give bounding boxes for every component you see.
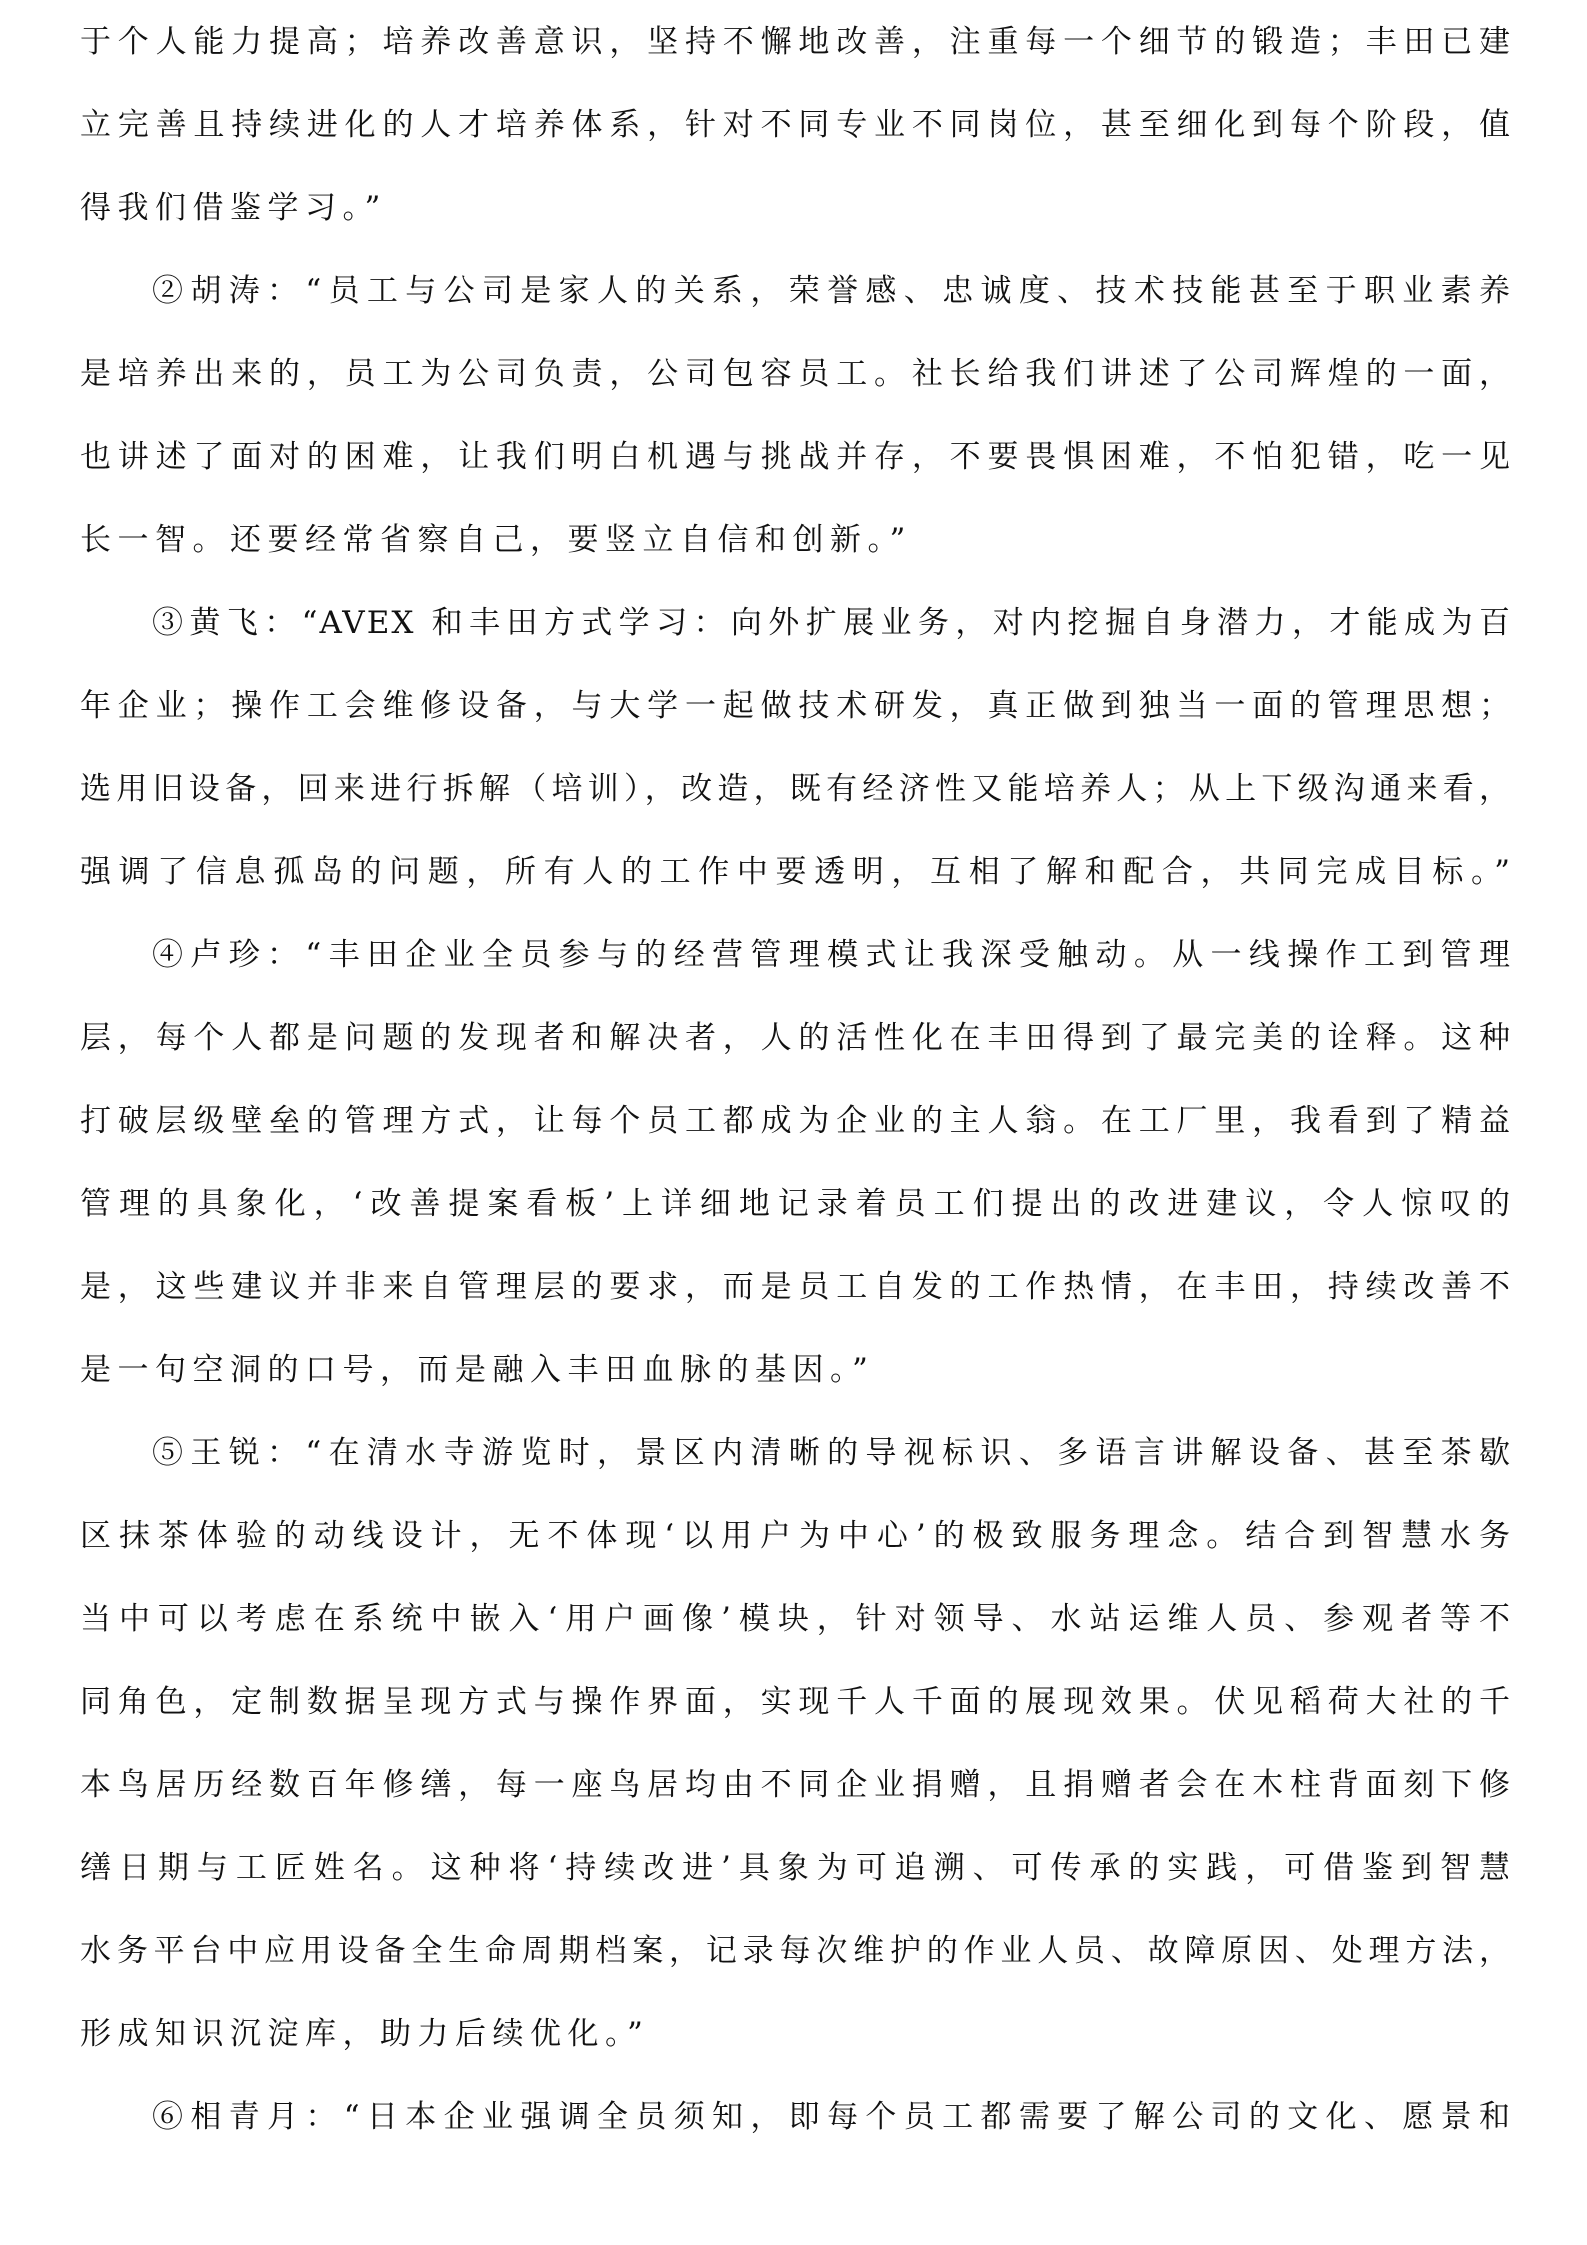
text-line: 形成知识沉淀库，助力后续优化。” [80,2016,650,2052]
paragraph-luzhen [80,927,1512,1425]
text-line: 水务平台中应用设备全生命周期档案，记录每次维护的作业人员、故障原因、处理方法， [80,1933,1512,1969]
text-line: 缮日期与工匠姓名。这种将‘持续改进’具象为可追溯、可传承的实践，可借鉴到智慧 [80,1850,1512,1886]
text-line: 本鸟居历经数百年修缮，每一座鸟居均由不同企业捐赠，且捐赠者会在木柱背面刻下修 [80,1767,1512,1803]
text-line: 得我们借鉴学习。” [80,190,387,226]
paragraph-wangrui [80,1425,1512,2089]
text-line: 立完善且持续进化的人才培养体系，针对不同专业不同岗位，甚至细化到每个阶段，值 [80,107,1512,143]
paragraph-hutao [80,263,1512,595]
text-line: 于个人能力提高；培养改善意识，坚持不懈地改善，注重每一个细节的锻造；丰田已建 [80,24,1512,60]
text-line: 当中可以考虑在系统中嵌入‘用户画像’模块，针对领导、水站运维人员、参观者等不 [80,1601,1512,1637]
text-line: 长一智。还要经常省察自己，要竖立自信和创新。” [80,522,912,558]
text-line: 层，每个人都是问题的发现者和解决者，人的活性化在丰田得到了最完美的诠释。这种 [80,1020,1512,1056]
paragraph-huangfei [80,595,1512,927]
text-line: 选用旧设备，回来进行拆解（培训），改造，既有经济性又能培养人；从上下级沟通来看， [80,771,1512,807]
document-page [80,14,1512,2172]
text-line: 同角色，定制数据呈现方式与操作界面，实现千人千面的展现效果。伏见稻荷大社的千 [80,1684,1512,1720]
text-line: 是，这些建议并非来自管理层的要求，而是员工自发的工作热情，在丰田，持续改善不 [80,1269,1512,1305]
text-line: ③黄飞：“AVEX 和丰田方式学习：向外扩展业务，对内挖掘自身潜力，才能成为百 [152,605,1512,641]
text-line: 年企业；操作工会维修设备，与大学一起做技术研发，真正做到独当一面的管理思想； [80,688,1512,724]
text-line: 也讲述了面对的困难，让我们明白机遇与挑战并存，不要畏惧困难，不怕犯错，吃一见 [80,439,1512,475]
text-line: 打破层级壁垒的管理方式，让每个员工都成为企业的主人翁。在工厂里，我看到了精益 [80,1103,1512,1139]
paragraph-xiangqingyue [80,2089,1512,2172]
text-line: ⑤王锐：“在清水寺游览时，景区内清晰的导视标识、多语言讲解设备、甚至茶歇 [152,1435,1512,1471]
text-line: 是一句空洞的口号，而是融入丰田血脉的基因。” [80,1352,875,1388]
text-line: 区抹茶体验的动线设计，无不体现‘以用户为中心’的极致服务理念。结合到智慧水务 [80,1518,1512,1554]
text-line: ⑥相青月：“日本企业强调全员须知，即每个员工都需要了解公司的文化、愿景和 [152,2099,1512,2135]
text-line: ④卢珍：“丰田企业全员参与的经营管理模式让我深受触动。从一线操作工到管理 [152,937,1512,973]
text-line: 强调了信息孤岛的问题，所有人的工作中要透明，互相了解和配合，共同完成目标。” [80,854,1512,890]
text-line: 是培养出来的，员工为公司负责，公司包容员工。社长给我们讲述了公司辉煌的一面， [80,356,1512,392]
paragraph-continuation [80,14,1512,263]
text-line: 管理的具象化，‘改善提案看板’上详细地记录着员工们提出的改进建议，令人惊叹的 [80,1186,1512,1222]
text-line: ②胡涛：“员工与公司是家人的关系，荣誉感、忠诚度、技术技能甚至于职业素养 [152,273,1512,309]
